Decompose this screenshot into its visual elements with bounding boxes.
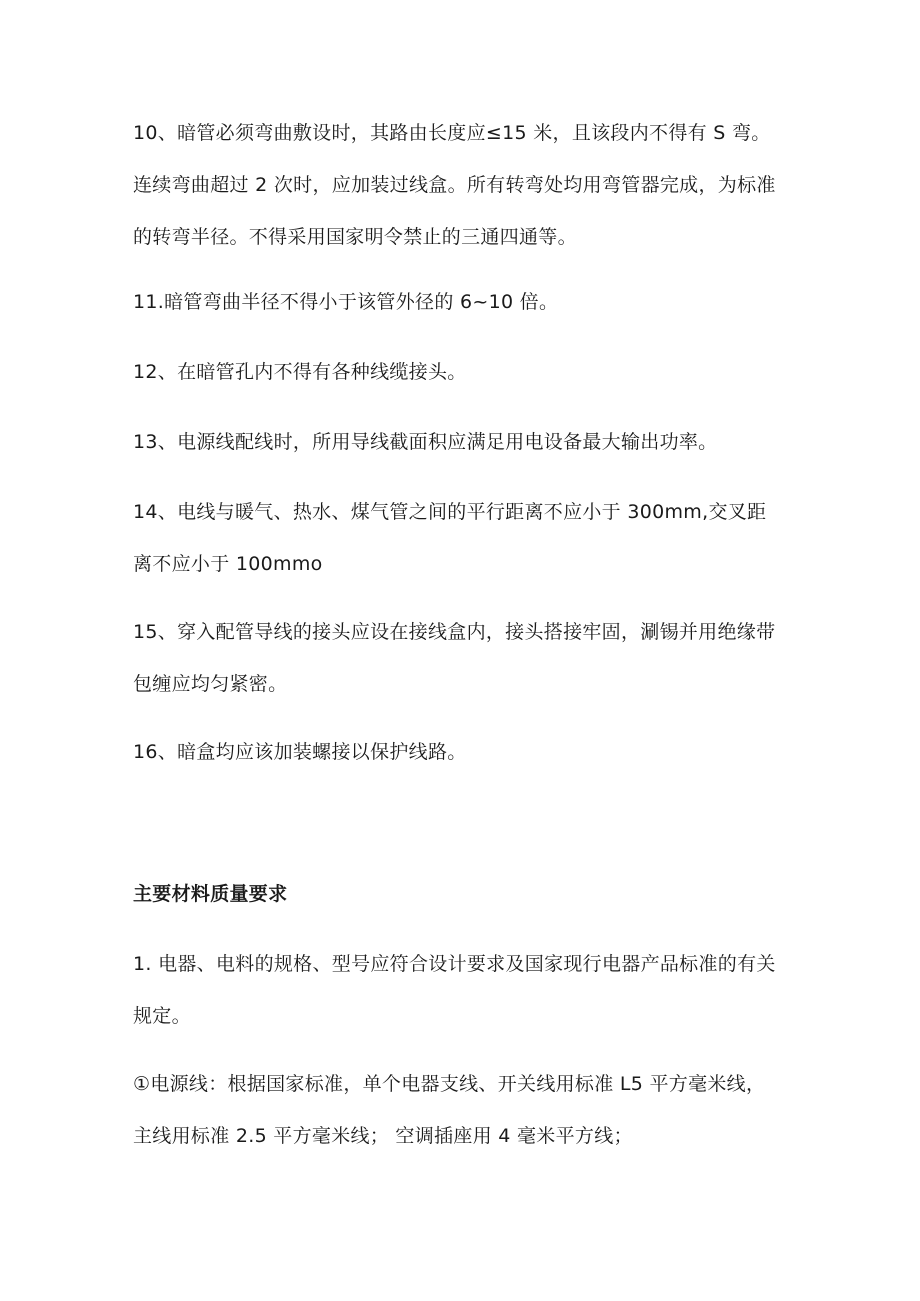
section-title bbox=[133, 868, 823, 920]
item-14 bbox=[133, 486, 823, 590]
item-12-line-1: 12、在暗管孔内不得有各种线缆接头。 bbox=[133, 361, 467, 383]
item-15-line-1: 15、穿入配管导线的接头应设在接线盒内，接头搭接牢固，涮锡并用绝缘带 bbox=[133, 621, 776, 643]
item-15 bbox=[133, 606, 823, 710]
item-15-line-2: 包缠应均匀紧密。 bbox=[133, 673, 288, 695]
material-1-line-1: 1. 电器、电料的规格、型号应符合设计要求及国家现行电器产品标准的有关 bbox=[133, 953, 776, 975]
section-title-text: 主要材料质量要求 bbox=[133, 883, 288, 905]
item-13-line-1: 13、电源线配线时，所用导线截面积应满足用电设备最大输出功率。 bbox=[133, 431, 718, 453]
material-1 bbox=[133, 938, 823, 1042]
item-14-line-2: 离不应小于 100mmo bbox=[133, 553, 323, 575]
item-16 bbox=[133, 726, 823, 778]
material-2-line-1: ①电源线：根据国家标准，单个电器支线、开关线用标准 L5 平方毫米线， bbox=[133, 1073, 766, 1095]
item-14-line-1: 14、电线与暖气、热水、煤气管之间的平行距离不应小于 300mm,交叉距 bbox=[133, 501, 767, 523]
item-10-line-2: 连续弯曲超过 2 次时，应加装过线盒。所有转弯处均用弯管器完成，为标准 bbox=[133, 174, 776, 196]
item-13 bbox=[133, 416, 823, 468]
item-11 bbox=[133, 276, 823, 328]
item-16-line-1: 16、暗盒均应该加装螺接以保护线路。 bbox=[133, 741, 467, 763]
material-2 bbox=[133, 1058, 823, 1162]
material-1-line-2: 规定。 bbox=[133, 1005, 191, 1027]
item-12 bbox=[133, 346, 823, 398]
item-10 bbox=[133, 107, 823, 263]
item-10-line-1: 10、暗管必须弯曲敷设时，其路由长度应≤15 米，且该段内不得有 S 弯。 bbox=[133, 122, 771, 144]
material-2-line-2: 主线用标准 2.5 平方毫米线； 空调插座用 4 毫米平方线； bbox=[133, 1125, 633, 1147]
item-10-line-3: 的转弯半径。不得采用国家明令禁止的三通四通等。 bbox=[133, 226, 577, 248]
item-11-line-1: 11.暗管弯曲半径不得小于该管外径的 6~10 倍。 bbox=[133, 291, 559, 313]
